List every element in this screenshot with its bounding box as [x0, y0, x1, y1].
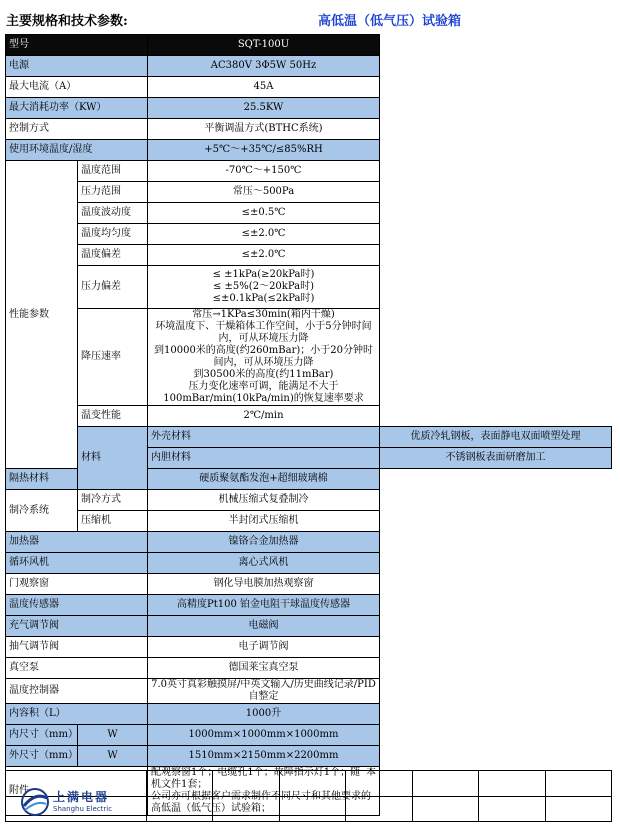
row-label: 门观察窗: [6, 574, 148, 595]
row-value: 优质冷轧钢板，表面静电双面喷塑处理: [380, 427, 612, 448]
row-outer-size: [6, 746, 612, 767]
row-env: [6, 140, 612, 161]
value-line: ≤±0.1kPa(≤2kPa时): [212, 293, 315, 304]
row-label: 温度传感器: [6, 595, 148, 616]
row-label: 充气调节阀: [6, 616, 148, 637]
row-control: [6, 119, 612, 140]
spec-table: [5, 34, 612, 816]
row-value: 45A: [148, 77, 380, 98]
row-value: +5℃～+35℃/≤85%RH: [148, 140, 380, 161]
row-temp-change: [6, 406, 612, 427]
row-label: 温度控制器: [6, 679, 148, 704]
row-label: 外尺寸（mm）: [6, 746, 78, 767]
spec-heading: 主要规格和技术参数:: [6, 14, 128, 29]
row-value: 电子调节阀: [148, 637, 380, 658]
product-title: 高低温（低气压）试验箱: [318, 14, 462, 29]
row-value: 机械压缩式复叠制冷: [148, 490, 380, 511]
logo-text: 上满电器: [53, 790, 110, 804]
value-line: ≤ ±1kPa(≥20kPa时): [212, 269, 315, 280]
row-temp-fluct: [6, 203, 612, 224]
row-label: 内容积（L）: [6, 704, 148, 725]
row-value: 平衡调温方式(BTHC系统): [148, 119, 380, 140]
row-heater: [6, 532, 612, 553]
company-logo: [19, 788, 139, 822]
row-vacuum-pump: [6, 658, 612, 679]
row-temp-dev: [6, 245, 612, 266]
row-decomp: [6, 309, 612, 406]
row-label: 型号: [6, 35, 148, 56]
row-value: 镍铬合金加热器: [148, 532, 380, 553]
row-value: -70℃～+150℃: [148, 161, 380, 182]
page-header: [0, 0, 620, 34]
row-value: SQT-100U: [148, 35, 380, 56]
row-power: [6, 56, 612, 77]
sub-label: 压力范围: [78, 182, 148, 203]
row-inner-size: [6, 725, 612, 746]
row-value: 不锈钢板表面研磨加工: [380, 448, 612, 469]
row-value: 1000mm×1000mm×1000mm: [148, 725, 380, 746]
row-shell: [6, 427, 612, 448]
row-sensor: [6, 595, 612, 616]
row-label: 附件: [6, 767, 148, 816]
footer-grid: [5, 770, 612, 822]
sub-label: 降压速率: [78, 309, 148, 406]
sub-label: 制冷方式: [78, 490, 148, 511]
row-pressure-dev: [6, 266, 612, 309]
row-value: 离心式风机: [148, 553, 380, 574]
row-value: 钢化导电膜加热观察窗: [148, 574, 380, 595]
row-value: ≤±2.0℃: [148, 245, 380, 266]
row-value: 电磁阀: [148, 616, 380, 637]
row-value: 1510mm×2150mm×2200mm: [148, 746, 380, 767]
value-line: 常压→1KPa≤30min(箱内干燥): [192, 309, 335, 320]
row-value: 1000升: [148, 704, 380, 725]
row-value: 25.5KW: [148, 98, 380, 119]
row-refrig-method: [6, 490, 612, 511]
row-model: [6, 35, 612, 56]
row-label: 内尺寸（mm）: [6, 725, 78, 746]
sub-label: 温度均匀度: [78, 224, 148, 245]
row-pressure-range: [6, 182, 612, 203]
sub-label: 温度偏差: [78, 245, 148, 266]
accessories-text: 配观察窗1个；电缆孔1个；故障指示灯1个；随机文件1套；: [151, 767, 361, 790]
row-window: [6, 574, 612, 595]
logo-subtext: Shanghu Electric: [53, 805, 113, 813]
value-line: 压力变化速率可调，能满足不大于100mBar/min(10kPa/min)的恢复速率要求: [163, 381, 364, 404]
logo-mark-icon: [19, 786, 51, 818]
row-max-current: [6, 77, 612, 98]
sub-label: 外壳材料: [148, 427, 380, 448]
row-volume: [6, 704, 612, 725]
value-line: ≤ ±5%(2～20kPa时): [213, 281, 314, 292]
row-value: [148, 266, 380, 309]
row-label: 使用环境温度/湿度: [6, 140, 148, 161]
row-value: 硬质聚氨酯发泡+超细玻璃棉: [148, 469, 380, 490]
value-line: 公司亦可根据客户需求制作不同尺寸和其他要求的高低温（低气压）试验箱；: [151, 791, 371, 814]
size-unit: W: [78, 725, 148, 746]
row-label: 控制方式: [6, 119, 148, 140]
row-compressor: [6, 511, 612, 532]
row-value: ≤±0.5℃: [148, 203, 380, 224]
row-value: 7.0英寸真彩触摸屏/中英文输入/历史曲线记录/PID自整定: [148, 679, 380, 704]
row-label: 最大消耗功率（KW）: [6, 98, 148, 119]
row-value: 德国莱宝真空泵: [148, 658, 380, 679]
row-value: 高精度Pt100 铂金电阻干球温度传感器: [148, 595, 380, 616]
row-label: 电源: [6, 56, 148, 77]
row-max-power: [6, 98, 612, 119]
row-label: 真空泵: [6, 658, 148, 679]
value-line: 到10000米的高度(约260mBar)；小于20分钟时间内，可从环境压力降: [154, 345, 373, 368]
group-label: 材料: [78, 427, 148, 490]
row-fill-valve: [6, 616, 612, 637]
row-temp-uniform: [6, 224, 612, 245]
row-value: [148, 309, 380, 406]
size-unit: W: [78, 746, 148, 767]
row-exhaust-valve: [6, 637, 612, 658]
sub-label: 温度波动度: [78, 203, 148, 224]
value-line: 环境温度下、干燥箱体工作空间，小于5分钟时间内，可从环境压力降: [155, 321, 372, 344]
sub-label: 压缩机: [78, 511, 148, 532]
row-label: 抽气调节阀: [6, 637, 148, 658]
row-controller: [6, 679, 612, 704]
accessories-text-end: 本: [366, 767, 376, 778]
value-line: 到30500米的高度(约11mBar): [193, 369, 334, 380]
row-value: AC380V 3Φ5W 50Hz: [148, 56, 380, 77]
row-value: 常压～500Pa: [148, 182, 380, 203]
row-label: 加热器: [6, 532, 148, 553]
row-label: 最大电流（A）: [6, 77, 148, 98]
row-value: 半封闭式压缩机: [148, 511, 380, 532]
row-value: 2℃/min: [148, 406, 380, 427]
row-value: ≤±2.0℃: [148, 224, 380, 245]
row-fan: [6, 553, 612, 574]
row-label: 循环风机: [6, 553, 148, 574]
sub-label: 压力偏差: [78, 266, 148, 309]
sub-label: 温变性能: [78, 406, 148, 427]
row-temp-range: [6, 161, 612, 182]
sub-label: 温度范围: [78, 161, 148, 182]
group-label: 性能参数: [6, 161, 78, 469]
sub-label: 内胆材料: [148, 448, 380, 469]
sub-label: 隔热材料: [6, 469, 78, 490]
group-label: 制冷系统: [6, 490, 78, 532]
